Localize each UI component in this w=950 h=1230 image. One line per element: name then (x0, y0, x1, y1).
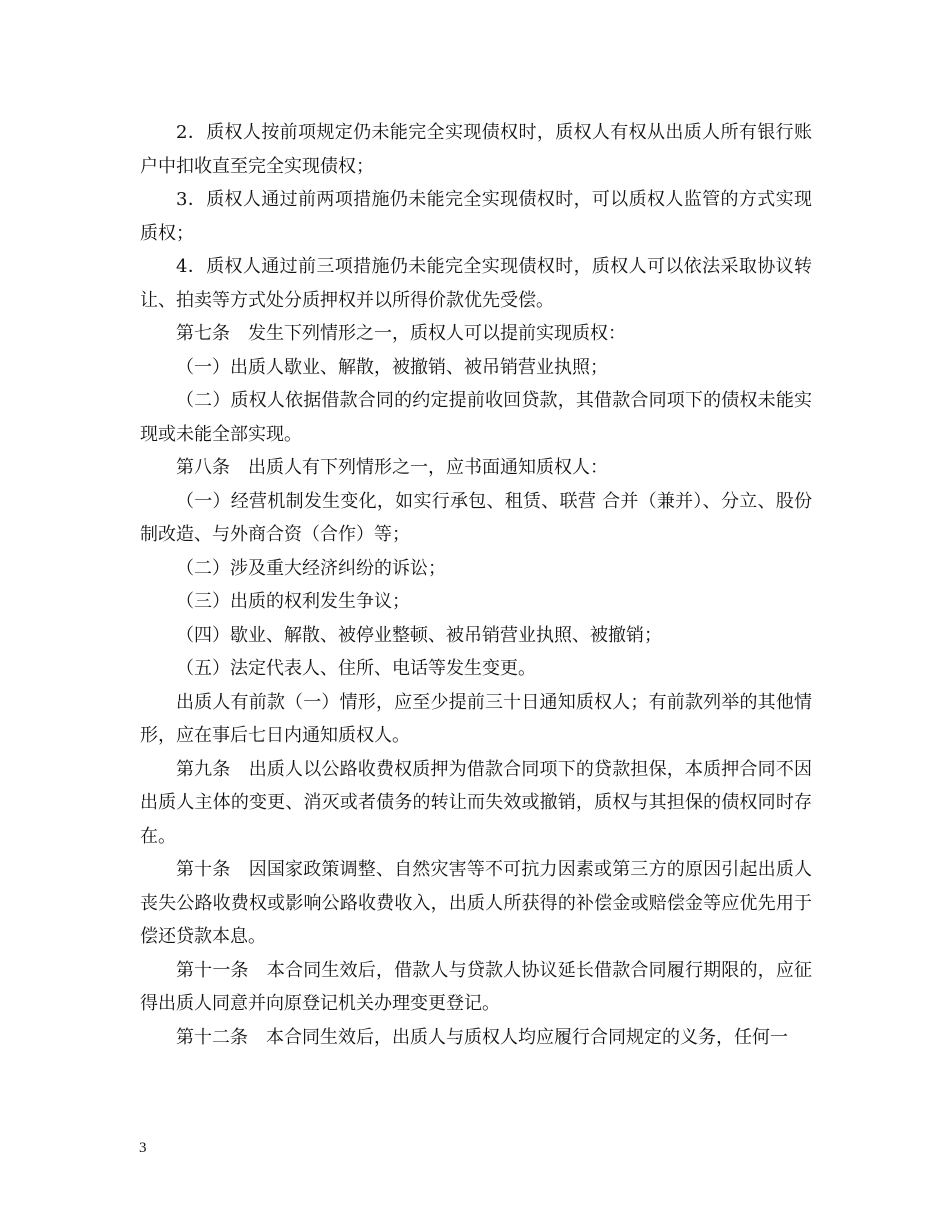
paragraph-article-8-item-1: （一）经营机制发生变化，如实行承包、租赁、联营 合并（兼并）、分立、股份制改造、与外商合资（合作）等； (140, 490, 812, 545)
paragraph-article-8-item-3: （三）出质的权利发生争议； (176, 591, 410, 612)
paragraph-clause-6-item-4: 4．质权人通过前三项措施仍未能完全实现债权时，质权人可以依法采取协议转让、拍卖等方式处分质押权并以所得价款优先受偿。 (140, 256, 812, 311)
paragraph-article-10: 第十条 因国家政策调整、自然灾害等不可抗力因素或第三方的原因引起出质人丧失公路收费权或影响公路收费收入，出质人所获得的补偿金或赔偿金等应优先用于偿还贷款本息。 (140, 859, 812, 947)
paragraph-clause-6-item-2: 2．质权人按前项规定仍未能完全实现债权时，质权人有权从出质人所有银行账户中扣收直至完全实现债权； (140, 122, 812, 177)
paragraph-article-8-item-5: （五）法定代表人、住所、电话等发生变更。 (176, 658, 536, 679)
paragraph-article-8-item-2: （二）涉及重大经济纠纷的诉讼； (176, 557, 446, 579)
paragraph-article-8: 第八条 出质人有下列情形之一，应书面通知质权人： (176, 457, 608, 478)
paragraph-article-11: 第十一条 本合同生效后，借款人与贷款人协议延长借款合同履行期限的，应征得出质人同意并向原登记机关办理变更登记。 (140, 959, 812, 1014)
document-body (140, 116, 812, 1054)
paragraph-article-7-item-2: （二）质权人依据借款合同的约定提前收回贷款，其借款合同项下的债权未能实现或未能全部实现。 (140, 390, 812, 445)
paragraph-article-9: 第九条 出质人以公路收费权质押为借款合同项下的贷款担保，本质押合同不因出质人主体的变更、消灭或者债务的转让而失效或撤销，质权与其担保的债权同时存在。 (140, 758, 812, 847)
paragraph-article-7-item-1: （一）出质人歇业、解散，被撤销、被吊销营业执照； (176, 356, 608, 378)
paragraph-article-8-notice: 出质人有前款（一）情形，应至少提前三十日通知质权人；有前款列举的其他情形，应在事后七日内通知质权人。 (140, 691, 812, 746)
paragraph-article-7: 第七条 发生下列情形之一，质权人可以提前实现质权： (176, 323, 626, 344)
paragraph-article-8-item-4: （四）歇业、解散、被停业整顿、被吊销营业执照、被撤销； (176, 624, 662, 646)
paragraph-article-12: 第十二条 本合同生效后，出质人与质权人均应履行合同规定的义务，任何一 (176, 1026, 788, 1048)
paragraph-clause-6-item-3: 3．质权人通过前两项措施仍未能完全实现债权时，可以质权人监管的方式实现质权； (140, 189, 812, 244)
page-number: 3 (139, 1140, 147, 1156)
